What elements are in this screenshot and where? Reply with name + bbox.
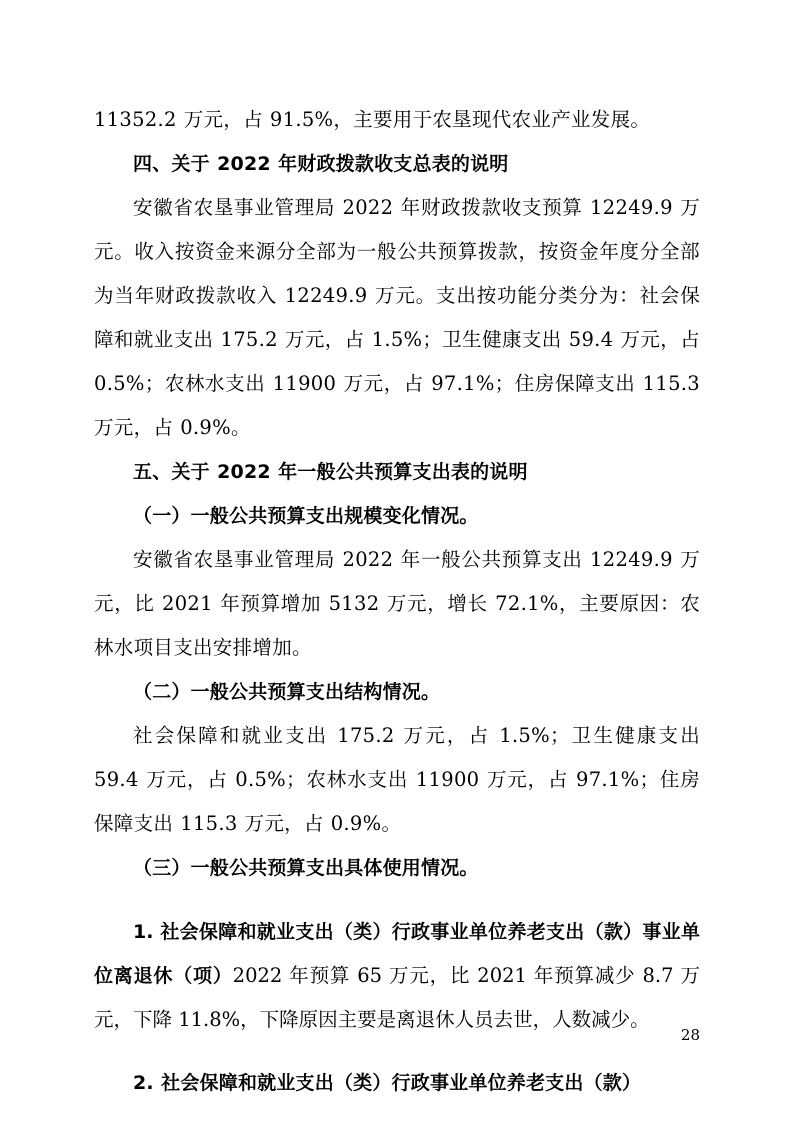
page-number: 28	[680, 1026, 700, 1044]
subsection-heading-one: （一）一般公共预算支出规模变化情况。	[133, 505, 479, 527]
subsection-heading-three: （三）一般公共预算支出具体使用情况。	[133, 857, 479, 879]
numbered-item-one	[94, 910, 700, 1042]
paragraph-text: 社会保障和就业支出 175.2 万元，占 1.5%；卫生健康支出 59.4 万元，占 0.5%；农林水支出 11900 万元，占 97.1%；住房保障支出 115.3 万元，占 0.9%。	[94, 724, 700, 835]
subsection-heading-two: （二）一般公共预算支出结构情况。	[133, 681, 441, 703]
section-heading-five: 五、关于 2022 年一般公共预算支出表的说明	[133, 461, 528, 483]
paragraph-text: 安徽省农垦事业管理局 2022 年财政拨款收支预算 12249.9 万元。收入按资金来源分全部为一般公共预算拨款，按资金年度分全部为当年财政拨款收入 12249.9 万元。支出按功能分类分为：社会保障和就业支出 175.2 万元，占 1.5%；卫生健康支出 59.4 万元，占 0.5%；农林水支出 11900 万元，占 97.1%；住房保障支出 115.3 万元，占 0.9%。	[94, 196, 700, 439]
paragraph-text: 安徽省农垦事业管理局 2022 年一般公共预算支出 12249.9 万元，比 2021 年预算增加 5132 万元，增长 72.1%，主要原因：农林水项目支出安排增加。	[94, 548, 700, 659]
numbered-item-one-lead: 1. 社会保障和就业支出（类）行政事业单位养老支出（款）事业单位离退休（项）	[94, 920, 700, 987]
section-heading-four: 四、关于 2022 年财政拨款收支总表的说明	[133, 153, 509, 175]
numbered-item-one-rest: 2022 年预算 65 万元，比 2021 年预算减少 8.7 万元，下降 11.8%，下降原因主要是离退休人员去世，人数减少。	[94, 963, 700, 1031]
paragraph-text: 11352.2 万元，占 91.5%，主要用于农垦现代农业产业发展。	[94, 108, 651, 131]
document-body	[94, 98, 700, 1105]
numbered-item-two: 2. 社会保障和就业支出（类）行政事业单位养老支出（款）	[133, 1072, 642, 1094]
